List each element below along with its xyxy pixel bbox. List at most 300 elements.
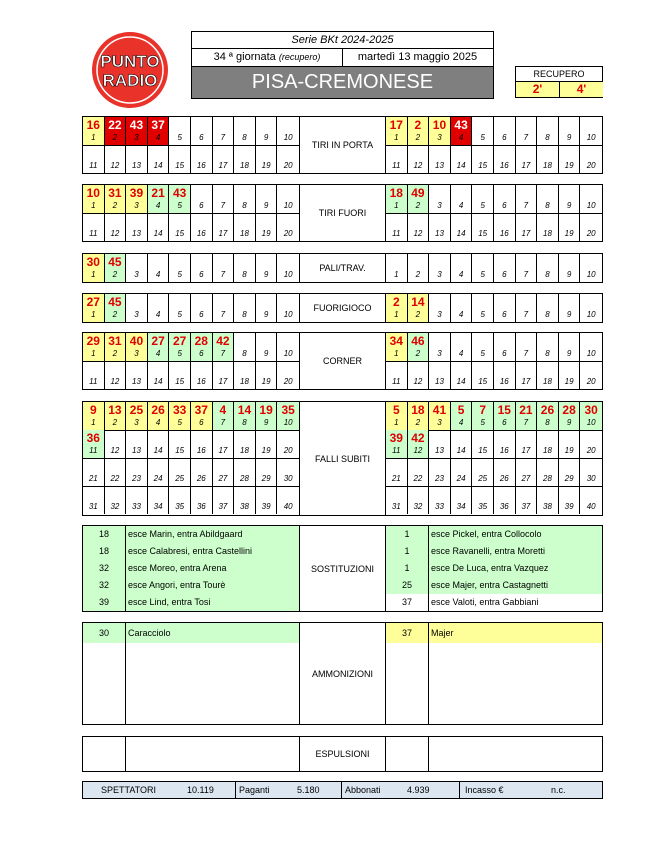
list-text — [128, 684, 299, 704]
grid-row — [386, 361, 602, 389]
stat-index: 11 — [89, 446, 98, 455]
stat-index: 8 — [545, 349, 550, 358]
grid-row — [386, 402, 602, 431]
stat-cell — [559, 361, 581, 389]
list-minute — [386, 684, 429, 704]
stat-minute: 45 — [108, 295, 122, 309]
stat-index: 15 — [175, 446, 185, 455]
stat-index: 16 — [196, 377, 206, 386]
stat-cell — [537, 333, 559, 361]
stat-index: 16 — [499, 161, 509, 170]
stat-cell — [256, 361, 278, 389]
stat-index: 6 — [502, 349, 507, 358]
stat-cell — [213, 333, 235, 361]
stat-cell — [408, 486, 430, 514]
corner-label: CORNER — [299, 333, 386, 389]
stat-cell — [277, 333, 299, 361]
stat-index: 10 — [586, 133, 596, 142]
grid-row — [83, 254, 299, 282]
stat-index: 14 — [456, 377, 466, 386]
stat-cell — [580, 430, 602, 458]
stat-cell — [580, 294, 602, 322]
grid-row — [83, 145, 299, 173]
list-text: esce Marin, entra Abildgaard — [128, 529, 243, 539]
stat-index: 20 — [283, 446, 293, 455]
stat-cell — [494, 213, 516, 241]
section-corner — [82, 332, 603, 390]
espulsioni-home — [83, 737, 299, 771]
stat-cell — [472, 361, 494, 389]
stat-cell — [126, 361, 148, 389]
stat-cell — [559, 458, 581, 486]
stat-cell — [126, 145, 148, 173]
stat-cell — [386, 145, 408, 173]
list-minute — [83, 684, 126, 704]
stat-cell — [494, 430, 516, 458]
stat-minute: 37 — [194, 403, 208, 417]
stat-index: 20 — [586, 377, 596, 386]
stat-cell — [277, 430, 299, 458]
list-row — [83, 663, 299, 683]
stat-cell — [105, 117, 127, 145]
stat-index: 27 — [218, 474, 228, 483]
section-fuorigioco — [82, 293, 603, 323]
stat-index: 9 — [566, 270, 572, 279]
stat-cell — [559, 402, 581, 430]
list-minute: 37 — [386, 623, 429, 643]
stat-index: 6 — [199, 270, 204, 279]
stat-cell — [148, 361, 170, 389]
stat-index: 2 — [112, 133, 118, 142]
stat-index: 30 — [283, 474, 293, 483]
stat-cell — [169, 402, 191, 430]
stat-cell — [516, 430, 538, 458]
stat-index: 24 — [456, 474, 466, 483]
stat-cell — [105, 458, 127, 486]
stat-index: 13 — [435, 161, 444, 170]
stat-cell — [83, 185, 105, 213]
stat-cell — [256, 486, 278, 514]
stat-cell — [234, 213, 256, 241]
list-text: esce Lind, entra Tosi — [128, 597, 211, 607]
stat-index: 25 — [175, 474, 185, 483]
stat-index: 3 — [134, 310, 139, 319]
stat-index: 10 — [586, 349, 596, 358]
stat-minute: 25 — [129, 403, 144, 417]
list-text: esce Moreo, entra Arena — [128, 563, 227, 573]
list-text: esce De Luca, entra Vazquez — [431, 563, 549, 573]
stat-minute: 2 — [414, 118, 422, 132]
grid-row — [83, 294, 299, 322]
stat-cell — [580, 254, 602, 282]
stat-cell — [429, 333, 451, 361]
stat-cell — [105, 213, 127, 241]
stat-cell — [386, 294, 408, 322]
stat-index: 12 — [413, 161, 423, 170]
stat-index: 9 — [566, 418, 572, 427]
stat-index: 2 — [415, 270, 421, 279]
stat-index: 26 — [196, 474, 206, 483]
stat-cell — [234, 117, 256, 145]
stat-minute: 49 — [411, 186, 425, 200]
stat-index: 36 — [499, 502, 509, 511]
stat-index: 4 — [155, 133, 161, 142]
grid-row — [386, 145, 602, 173]
stat-cell — [386, 361, 408, 389]
stat-index: 8 — [545, 133, 550, 142]
list-minute: 39 — [83, 594, 126, 611]
sostituzioni-home — [83, 526, 299, 611]
stat-cell — [83, 145, 105, 173]
stat-cell — [451, 402, 473, 430]
stat-cell — [277, 145, 299, 173]
stat-cell — [169, 430, 191, 458]
stat-minute: 45 — [108, 255, 122, 269]
stat-cell — [191, 430, 213, 458]
stat-cell — [83, 213, 105, 241]
stat-minute: 30 — [86, 255, 100, 269]
stat-cell — [580, 458, 602, 486]
stat-cell — [429, 145, 451, 173]
stat-index: 6 — [502, 133, 507, 142]
tiri-fuori-label: TIRI FUORI — [299, 185, 386, 241]
stat-cell — [386, 486, 408, 514]
stat-index: 1 — [394, 133, 399, 142]
section-tiri-fuori — [82, 184, 603, 242]
stat-cell — [472, 145, 494, 173]
list-minute: 1 — [386, 543, 429, 560]
stat-cell — [126, 402, 148, 430]
stat-cell — [559, 145, 581, 173]
list-minute: 37 — [386, 594, 429, 611]
stat-index: 2 — [415, 418, 421, 427]
falli-label: FALLI SUBITI — [299, 402, 386, 515]
stat-minute: 14 — [237, 403, 252, 417]
stat-minute: 7 — [479, 403, 487, 417]
spettatori-value: 10.119 — [187, 785, 214, 795]
list-row — [83, 643, 299, 663]
stat-minute: 33 — [173, 403, 187, 417]
ammonizioni-away — [386, 623, 602, 724]
stat-cell — [559, 294, 581, 322]
stat-index: 9 — [566, 310, 572, 319]
stat-cell — [559, 213, 581, 241]
list-row — [83, 623, 299, 643]
list-text: esce Calabresi, entra Castellini — [128, 546, 253, 556]
stat-index: 3 — [437, 418, 442, 427]
stat-index: 2 — [112, 349, 118, 358]
stat-index: 13 — [435, 229, 444, 238]
stat-index: 36 — [196, 502, 206, 511]
stat-cell — [148, 117, 170, 145]
stat-cell — [494, 117, 516, 145]
stat-cell — [580, 145, 602, 173]
stat-index: 16 — [499, 377, 509, 386]
grid-row — [83, 213, 299, 241]
stat-index: 28 — [543, 474, 552, 483]
grid-row — [83, 402, 299, 431]
stat-cell — [429, 254, 451, 282]
stat-index: 18 — [240, 161, 249, 170]
stat-cell — [277, 117, 299, 145]
stat-minute: 46 — [411, 334, 425, 348]
stat-index: 4 — [155, 418, 161, 427]
list-row — [83, 526, 299, 543]
grid-row — [83, 333, 299, 362]
stat-minute: 43 — [173, 186, 187, 200]
stat-index: 17 — [218, 229, 228, 238]
stat-cell — [472, 430, 494, 458]
stat-cell — [213, 117, 235, 145]
stat-cell — [580, 333, 602, 361]
stat-index: 37 — [521, 502, 531, 511]
stat-index: 33 — [435, 502, 444, 511]
stat-index: 16 — [196, 446, 206, 455]
stat-cell — [451, 117, 473, 145]
section-falli-subiti — [82, 401, 603, 516]
stat-index: 13 — [132, 446, 141, 455]
stat-index: 16 — [196, 229, 206, 238]
stat-index: 18 — [240, 446, 249, 455]
stat-index: 11 — [89, 377, 98, 386]
stat-index: 18 — [240, 377, 249, 386]
stat-index: 1 — [91, 201, 96, 210]
stat-cell — [191, 361, 213, 389]
stat-cell — [148, 254, 170, 282]
stat-index: 17 — [521, 161, 531, 170]
stat-index: 12 — [110, 161, 120, 170]
stat-index: 5 — [177, 270, 182, 279]
list-minute: 1 — [386, 560, 429, 577]
giornata-label: 34 ª giornata — [213, 51, 276, 63]
stat-cell — [580, 213, 602, 241]
stat-cell — [277, 361, 299, 389]
stat-index: 18 — [240, 229, 249, 238]
section-tiri-in-porta — [82, 116, 603, 174]
stat-cell — [213, 294, 235, 322]
stat-minute: 5 — [457, 403, 465, 417]
list-text — [128, 754, 299, 771]
stat-index: 7 — [220, 349, 226, 358]
stat-index: 16 — [196, 161, 206, 170]
stat-cell — [580, 486, 602, 514]
stat-index: 6 — [502, 201, 507, 210]
stat-index: 16 — [499, 229, 509, 238]
stat-minute: 14 — [411, 295, 425, 309]
stat-index: 20 — [586, 446, 596, 455]
list-row — [386, 684, 602, 704]
section-pali — [82, 253, 603, 283]
stat-cell — [169, 117, 191, 145]
stat-minute: 30 — [584, 403, 598, 417]
stat-index: 19 — [261, 377, 271, 386]
abbonati-label: Abbonati — [345, 785, 381, 795]
section-espulsioni — [82, 736, 603, 772]
stat-cell — [277, 458, 299, 486]
list-row — [83, 594, 299, 611]
grid-row — [386, 213, 602, 241]
stat-cell — [105, 185, 127, 213]
stat-cell — [213, 145, 235, 173]
stat-cell — [256, 213, 278, 241]
stat-index: 29 — [564, 474, 574, 483]
grid-row — [386, 458, 602, 487]
grid-row — [83, 185, 299, 214]
list-row — [386, 577, 602, 594]
stat-index: 18 — [543, 377, 552, 386]
stat-cell — [256, 294, 278, 322]
stat-minute: 27 — [173, 334, 187, 348]
fuorigioco-label: FUORIGIOCO — [299, 294, 386, 322]
stat-cell — [256, 185, 278, 213]
stat-index: 34 — [456, 502, 466, 511]
stat-cell — [234, 402, 256, 430]
tiri-in-porta-label: TIRI IN PORTA — [299, 117, 386, 173]
stat-cell — [234, 486, 256, 514]
stat-minute: 16 — [86, 118, 100, 132]
stat-index: 5 — [480, 418, 485, 427]
stat-index: 17 — [521, 377, 531, 386]
stat-cell — [451, 458, 473, 486]
stat-minute: 42 — [216, 334, 230, 348]
stat-cell — [408, 333, 430, 361]
list-row — [83, 577, 299, 594]
stat-cell — [169, 213, 191, 241]
stat-cell — [494, 458, 516, 486]
stat-index: 13 — [435, 377, 444, 386]
stat-index: 23 — [132, 474, 141, 483]
stat-cell — [559, 254, 581, 282]
stat-index: 5 — [177, 418, 182, 427]
stat-index: 4 — [155, 310, 161, 319]
stat-cell — [451, 254, 473, 282]
stat-cell — [234, 294, 256, 322]
stat-cell — [451, 333, 473, 361]
stat-cell — [494, 145, 516, 173]
stat-minute: 13 — [108, 403, 122, 417]
list-row — [386, 623, 602, 643]
list-minute — [386, 704, 429, 724]
grid-row — [83, 430, 299, 459]
stat-cell — [429, 117, 451, 145]
stat-cell — [494, 294, 516, 322]
stat-index: 10 — [283, 133, 293, 142]
stat-index: 15 — [478, 161, 488, 170]
paganti-label: Paganti — [239, 785, 270, 795]
stat-index: 15 — [478, 229, 488, 238]
stat-index: 11 — [89, 161, 98, 170]
stat-index: 7 — [220, 270, 226, 279]
list-row — [386, 543, 602, 560]
stat-cell — [234, 333, 256, 361]
stat-index: 30 — [586, 474, 596, 483]
stat-index: 6 — [199, 310, 204, 319]
list-row — [83, 737, 299, 754]
recupero-box — [515, 66, 603, 98]
stat-index: 10 — [586, 270, 596, 279]
stat-cell — [494, 361, 516, 389]
stat-index: 15 — [175, 161, 185, 170]
stat-index: 7 — [220, 133, 226, 142]
paganti-value: 5.180 — [297, 785, 320, 795]
stat-cell — [537, 294, 559, 322]
stat-cell — [516, 185, 538, 213]
stat-cell — [451, 185, 473, 213]
stat-minute: 21 — [151, 186, 165, 200]
stat-minute: 43 — [454, 118, 468, 132]
stat-cell — [516, 294, 538, 322]
logo-text-line2: RADIO — [102, 71, 158, 90]
stat-index: 15 — [478, 446, 488, 455]
stat-minute: 37 — [151, 118, 165, 132]
list-row — [386, 643, 602, 663]
stat-index: 19 — [261, 229, 271, 238]
stat-minute: 17 — [389, 118, 403, 132]
stat-index: 24 — [153, 474, 163, 483]
stat-cell — [105, 486, 127, 514]
stat-index: 29 — [261, 474, 271, 483]
stat-index: 4 — [458, 201, 464, 210]
stat-index: 10 — [283, 201, 293, 210]
stat-cell — [169, 254, 191, 282]
list-text — [128, 737, 299, 754]
stat-cell — [537, 117, 559, 145]
stat-minute: 39 — [389, 431, 403, 445]
stat-index: 2 — [112, 270, 118, 279]
stat-index: 12 — [413, 229, 423, 238]
stat-cell — [472, 402, 494, 430]
stat-cell — [105, 254, 127, 282]
stat-cell — [429, 430, 451, 458]
stat-index: 7 — [523, 349, 529, 358]
list-text — [128, 704, 299, 724]
list-row — [386, 663, 602, 683]
stat-cell — [472, 458, 494, 486]
list-text: Majer — [431, 628, 454, 638]
stat-cell — [126, 486, 148, 514]
stat-index: 31 — [88, 502, 98, 511]
stat-index: 19 — [564, 161, 574, 170]
stat-index: 5 — [480, 270, 485, 279]
stat-index: 5 — [177, 349, 182, 358]
stat-index: 3 — [437, 201, 442, 210]
stat-cell — [83, 430, 105, 458]
recupero-second-half: 4' — [560, 82, 603, 97]
stat-index: 3 — [437, 270, 442, 279]
stat-index: 9 — [263, 349, 269, 358]
stat-cell — [234, 458, 256, 486]
stat-cell — [83, 117, 105, 145]
list-text — [431, 737, 602, 754]
list-minute — [386, 737, 429, 754]
stat-index: 35 — [175, 502, 185, 511]
stat-cell — [408, 213, 430, 241]
stat-index: 8 — [545, 201, 550, 210]
stat-minute: 21 — [519, 403, 533, 417]
list-row — [83, 560, 299, 577]
list-text: esce Ravanelli, entra Moretti — [431, 546, 546, 556]
stat-cell — [494, 254, 516, 282]
stat-index: 17 — [218, 446, 228, 455]
stat-index: 12 — [110, 377, 120, 386]
stat-cell — [580, 361, 602, 389]
stat-index: 12 — [110, 229, 120, 238]
stat-minute: 26 — [151, 403, 165, 417]
stat-index: 9 — [263, 418, 269, 427]
stat-cell — [429, 213, 451, 241]
stat-cell — [126, 430, 148, 458]
stat-index: 8 — [545, 270, 550, 279]
